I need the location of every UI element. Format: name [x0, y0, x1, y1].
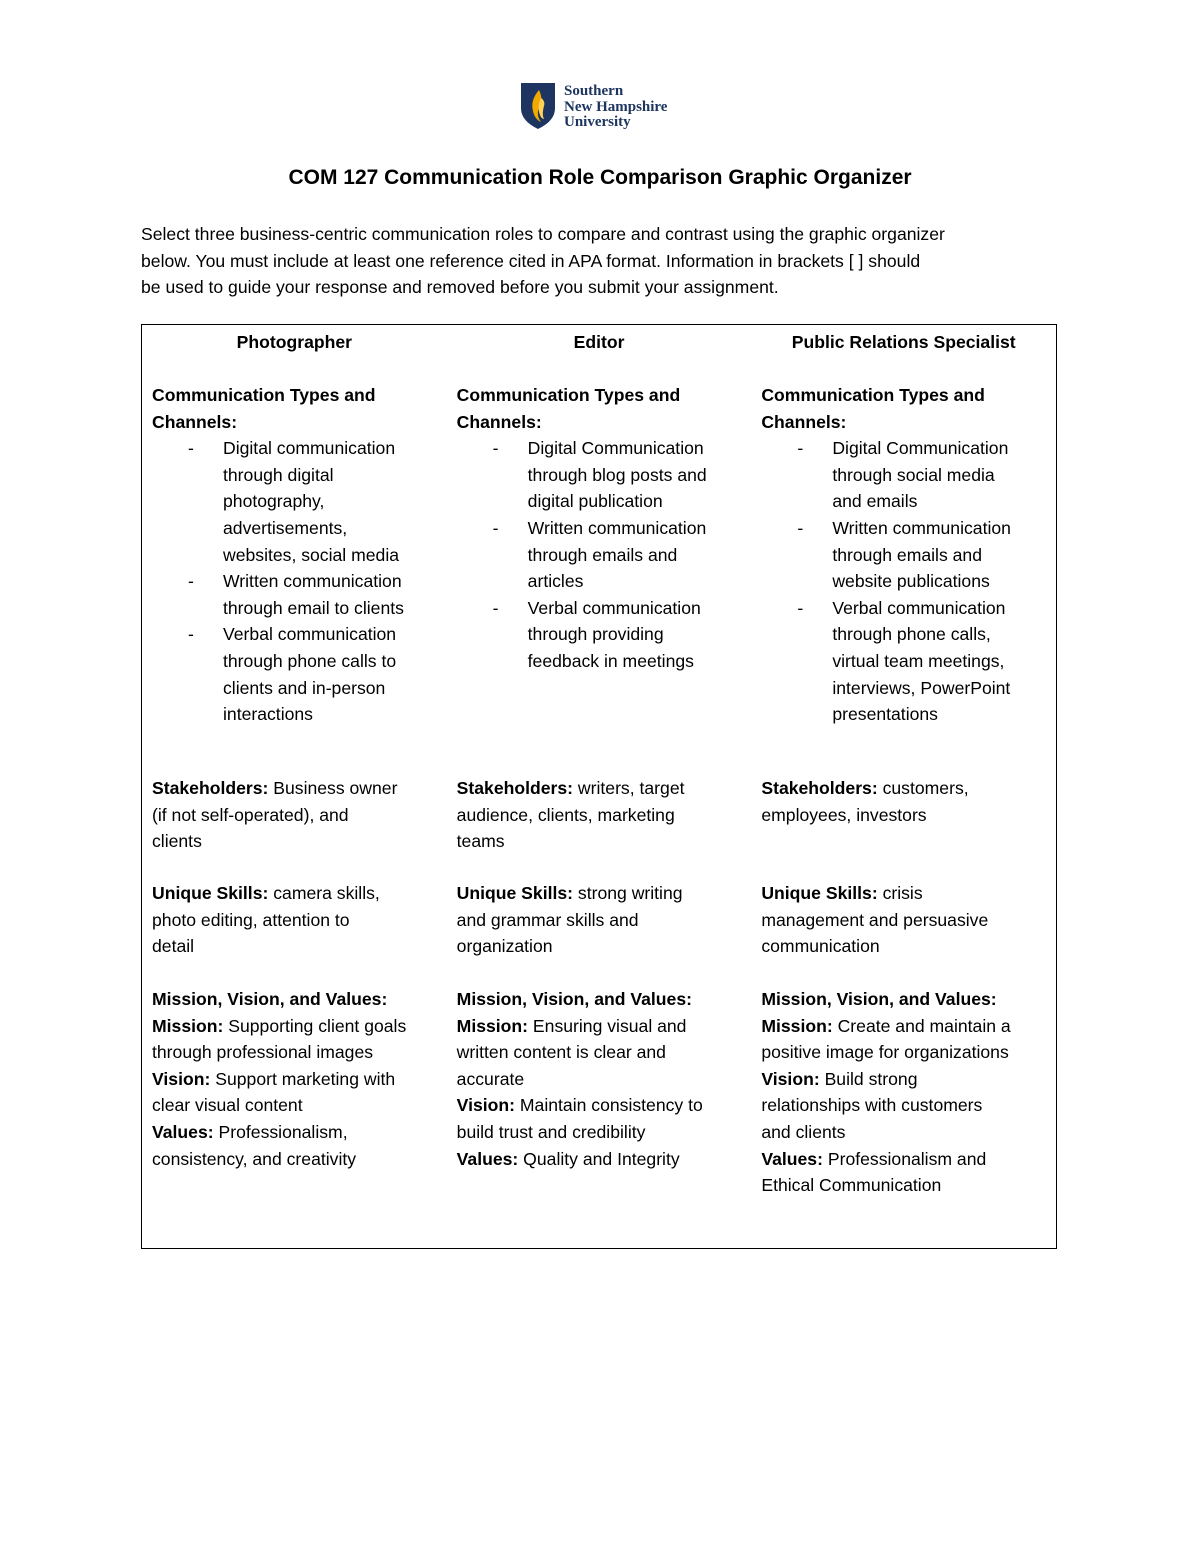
- list-item: - Digital Communication through blog posts and digital publication: [457, 435, 742, 515]
- logo-line: Southern: [564, 83, 624, 99]
- list-item: - Digital Communication through social media and emails: [761, 435, 1046, 515]
- logo-line: University: [564, 114, 631, 130]
- channels-list: [152, 435, 437, 728]
- unique-skills-section: Unique Skills: strong writing and grammar skills and organization: [456, 883, 683, 957]
- logo-wordmark: [564, 84, 667, 131]
- role-column-photographer: [142, 325, 447, 1248]
- list-item: - Written communication through email to clients: [152, 568, 437, 621]
- mission-vision-values-section: Mission, Vision, and Values: Mission: Create and maintain a positive image for organizations Vision: Build strong relationships with customers and clients Values: Professionalism and Ethical Communication: [761, 989, 1011, 1196]
- role-column-editor: [447, 325, 752, 1248]
- list-item: - Digital communication through digital photography, advertisements, websites, social media: [152, 435, 437, 568]
- stakeholders-section: Stakeholders: writers, target audience, clients, marketing teams: [456, 778, 685, 852]
- comm-types-heading: Communication Types and Channels:: [152, 385, 376, 432]
- shield-flame-icon: [520, 82, 556, 130]
- channels-list: [761, 435, 1046, 728]
- role-column-public-relations-specialist: [751, 325, 1056, 1248]
- instruction-line: be used to guide your response and removed before you submit your assignment.: [141, 277, 779, 298]
- channels-list: [457, 435, 742, 674]
- page-title: COM 127 Communication Role Comparison Graphic Organizer: [288, 166, 912, 189]
- list-item: - Written communication through emails and website publications: [761, 515, 1046, 595]
- role-name: Editor: [573, 332, 625, 352]
- comm-types-heading: Communication Types and Channels:: [456, 385, 681, 432]
- instructions: [141, 221, 1066, 301]
- list-item: - Verbal communication through providing feedback in meetings: [457, 595, 742, 675]
- role-name: Photographer: [236, 332, 352, 352]
- unique-skills-section: Unique Skills: crisis management and persuasive communication: [761, 883, 989, 957]
- unique-skills-section: Unique Skills: camera skills, photo editing, attention to detail: [152, 883, 380, 957]
- role-name: Public Relations Specialist: [791, 332, 1016, 352]
- comm-types-heading: Communication Types and Channels:: [761, 385, 985, 432]
- stakeholders-section: Stakeholders: customers, employees, investors: [761, 778, 969, 825]
- university-logo: [520, 82, 667, 131]
- mission-vision-values-section: Mission, Vision, and Values: Mission: Supporting client goals through professional images Vision: Support marketing with clear visual content Values: Professionalism, consistency, and creativity: [152, 989, 407, 1169]
- logo-line: New Hampshire: [564, 98, 668, 115]
- mission-vision-values-section: Mission, Vision, and Values: Mission: Ensuring visual and written content is clear and accurate Vision: Maintain consistency to build trust and credibility Values: Quality and Integrity: [456, 989, 703, 1169]
- instruction-line: Select three business-centric communication roles to compare and contrast using the graphic organizer: [141, 224, 945, 244]
- graphic-organizer: [141, 324, 1057, 1249]
- list-item: - Verbal communication through phone calls, virtual team meetings, interviews, PowerPoint presentations: [761, 595, 1046, 728]
- instruction-line: below. You must include at least one reference cited in APA format. Information in brackets [ ] should: [141, 250, 921, 271]
- list-item: - Verbal communication through phone calls to clients and in-person interactions: [152, 621, 437, 727]
- list-item: - Written communication through emails and articles: [457, 515, 742, 595]
- stakeholders-section: Stakeholders: Business owner (if not self-operated), and clients: [152, 778, 398, 852]
